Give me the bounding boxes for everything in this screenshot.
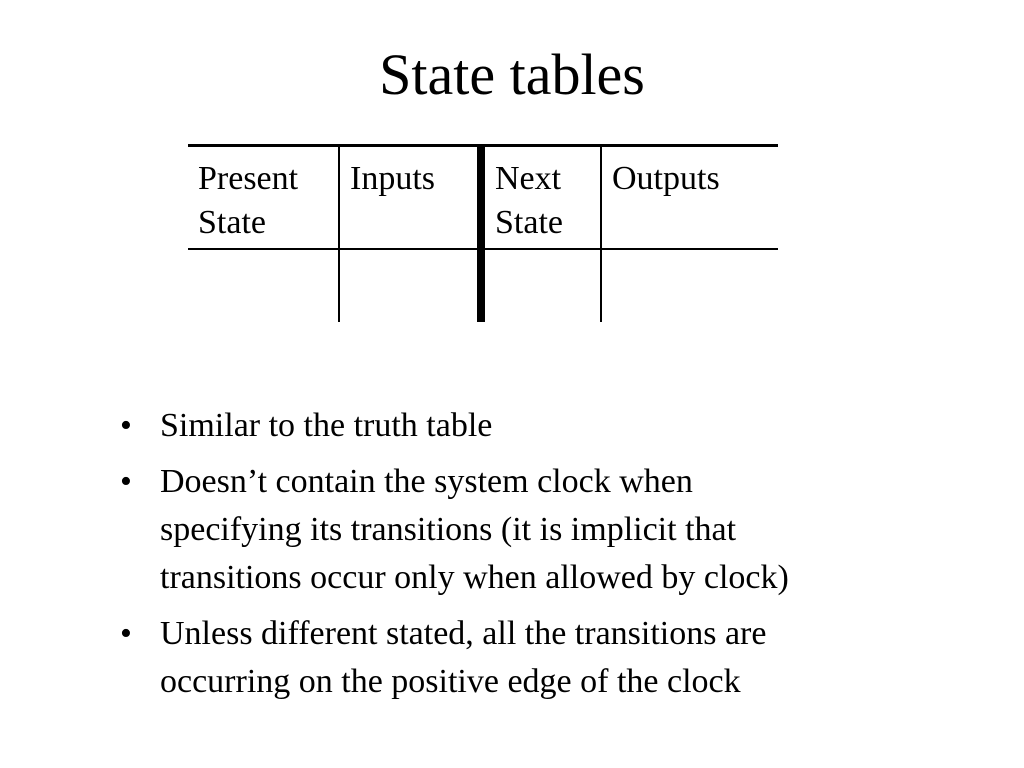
- header-next-state-line1: Next: [495, 160, 562, 197]
- table-row: [188, 249, 778, 322]
- header-present-state: [188, 146, 339, 249]
- bullet-icon: •: [120, 407, 132, 444]
- cell-inputs: [339, 249, 481, 322]
- bullet-line: Similar to the truth table: [160, 407, 493, 444]
- cell-present-state: [188, 249, 339, 322]
- bullet-line: specifying its transitions (it is implicit that: [160, 511, 737, 548]
- header-present-state-line1: Present: [198, 160, 299, 197]
- bullet-line: Doesn’t contain the system clock when: [160, 463, 693, 500]
- bullet-icon: •: [120, 463, 132, 500]
- state-table: [188, 144, 778, 322]
- header-outputs-label: Outputs: [612, 160, 720, 197]
- header-next-state-line2: State: [495, 204, 563, 241]
- header-inputs: [339, 146, 481, 249]
- bullet-line: occurring on the positive edge of the clock: [160, 663, 741, 700]
- bullet-icon: •: [120, 615, 132, 652]
- header-outputs: [601, 146, 778, 249]
- bullet-line: Unless different stated, all the transitions are: [160, 615, 767, 652]
- bullet-item: [118, 402, 938, 450]
- bullet-list: [118, 402, 938, 714]
- cell-next-state: [481, 249, 601, 322]
- bullet-item: [118, 610, 938, 706]
- bullet-line: transitions occur only when allowed by clock): [160, 559, 789, 596]
- header-inputs-label: Inputs: [350, 160, 435, 197]
- bullet-item: [118, 458, 938, 602]
- header-next-state: [481, 146, 601, 249]
- table-header-row: [188, 146, 778, 249]
- cell-outputs: [601, 249, 778, 322]
- slide-title: State tables: [379, 42, 645, 107]
- header-present-state-line2: State: [198, 204, 266, 241]
